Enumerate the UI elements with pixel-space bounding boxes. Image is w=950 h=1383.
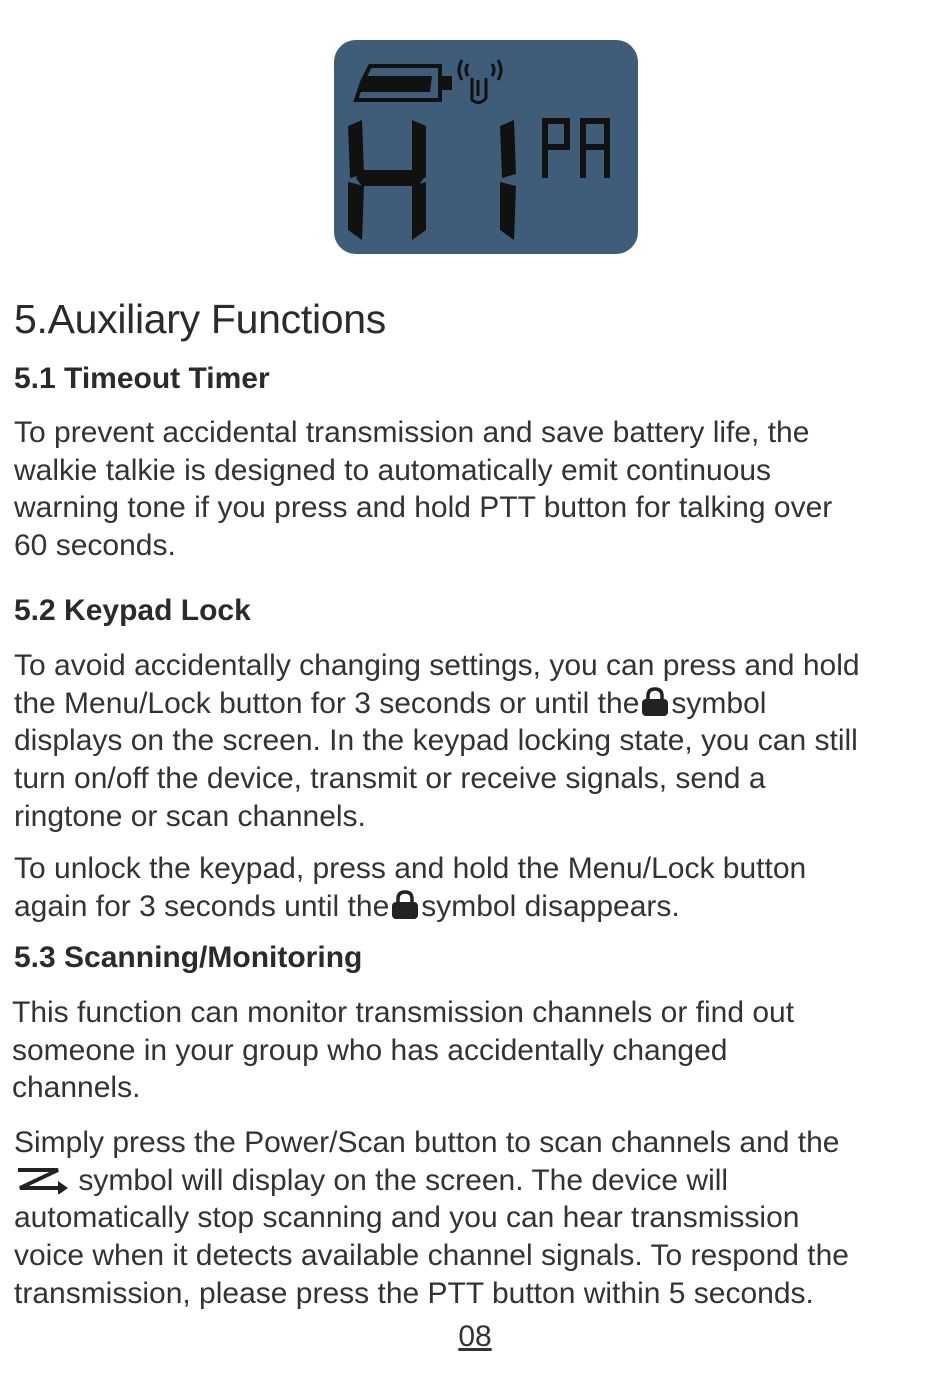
text-line bbox=[14, 1162, 849, 1200]
scan-icon bbox=[14, 1164, 70, 1194]
text-span: symbol disappears. bbox=[421, 889, 680, 923]
lcd-display-graphic bbox=[334, 40, 638, 254]
text-span: again for 3 seconds until the bbox=[14, 889, 390, 923]
text-line: transmission, please press the PTT button within 5 seconds. bbox=[14, 1276, 814, 1310]
text-span: the Menu/Lock button for 3 seconds or until the bbox=[14, 686, 640, 720]
text-line: ringtone or scan channels. bbox=[14, 799, 366, 833]
paragraph-scanning-usage bbox=[14, 1124, 849, 1313]
signal-icon bbox=[459, 60, 501, 103]
text-line: someone in your group who has accidentally changed bbox=[12, 1033, 728, 1067]
heading-timeout-timer: 5.1 Timeout Timer bbox=[14, 362, 270, 395]
paragraph-timeout-timer bbox=[14, 414, 832, 565]
battery-icon bbox=[356, 66, 452, 100]
text-line: displays on the screen. In the keypad locking state, you can still bbox=[14, 724, 858, 758]
text-line: voice when it detects available channel signals. To respond the bbox=[14, 1239, 849, 1273]
text-line: automatically stop scanning and you can hear transmission bbox=[14, 1201, 800, 1235]
lock-icon bbox=[389, 890, 421, 920]
text-line: This function can monitor transmission channels or find out bbox=[12, 996, 795, 1029]
text-span: symbol will display on the screen. The device will bbox=[70, 1163, 729, 1197]
text-line: channels. bbox=[12, 1071, 141, 1105]
lcd-screen-illustration bbox=[334, 40, 638, 254]
section-title: 5.Auxiliary Functions bbox=[14, 296, 386, 342]
paragraph-unlock-keypad bbox=[14, 850, 806, 925]
text-line bbox=[14, 888, 806, 926]
heading-scanning-monitoring: 5.3 Scanning/Monitoring bbox=[14, 941, 363, 974]
text-line: warning tone if you press and hold PTT button for talking over bbox=[14, 491, 833, 525]
paragraph-keypad-lock bbox=[14, 647, 860, 836]
paragraph-scanning-intro bbox=[12, 994, 794, 1107]
text-line: To prevent accidental transmission and save battery life, the bbox=[14, 416, 810, 449]
page-number: 08 bbox=[458, 1320, 492, 1353]
text-line: turn on/off the device, transmit or receive signals, send a bbox=[14, 762, 766, 796]
digit-1-segments bbox=[500, 120, 516, 240]
text-span: symbol bbox=[671, 686, 767, 720]
text-line: 60 seconds. bbox=[14, 529, 176, 563]
text-line: To avoid accidentally changing settings, you can press and hold bbox=[14, 649, 860, 682]
text-line bbox=[14, 685, 860, 723]
pa-letters bbox=[542, 118, 610, 178]
text-line: To unlock the keypad, press and hold the Menu/Lock button bbox=[14, 852, 807, 885]
digit-h-segments bbox=[348, 120, 426, 240]
text-line: walkie talkie is designed to automatically emit continuous bbox=[14, 453, 772, 487]
heading-keypad-lock: 5.2 Keypad Lock bbox=[14, 594, 251, 627]
text-line: Simply press the Power/Scan button to scan channels and the bbox=[14, 1126, 840, 1159]
lock-icon bbox=[639, 687, 671, 717]
